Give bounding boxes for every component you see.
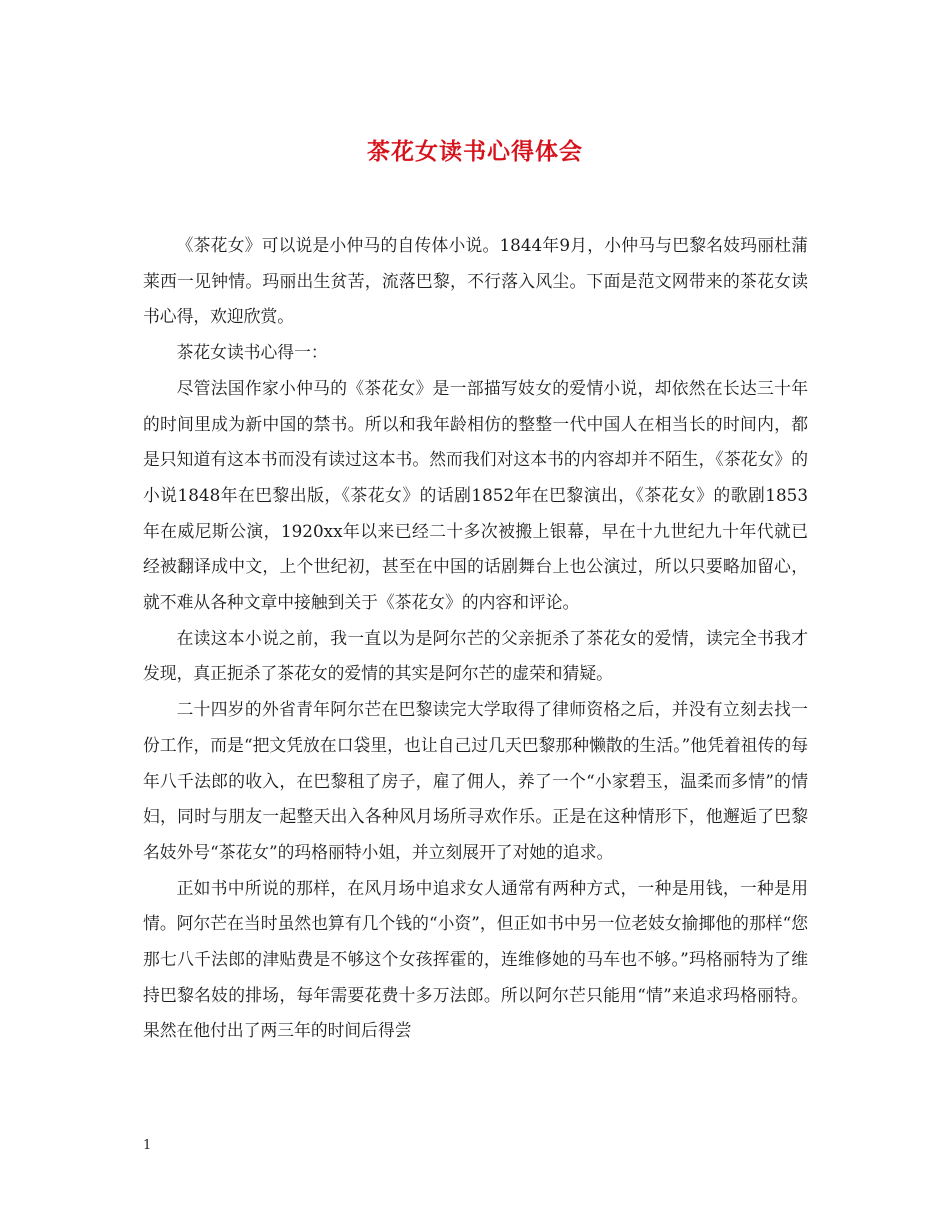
page-number: 1 [143,1138,152,1153]
paragraph-body: 二十四岁的外省青年阿尔芒在巴黎读完大学取得了律师资格之后，并没有立刻去找一份工作，而是“把文凭放在口袋里，也让自己过几天巴黎那种懒散的生活。”他凭着祖传的每年八千法郎的收入，在巴黎租了房子，雇了佣人，养了一个“小家碧玉，温柔而多情”的情妇，同时与朋友一起整天出入各种风月场所寻欢作乐。正是在这种情形下，他邂逅了巴黎名妓外号“茶花女”的玛格丽特小姐，并立刻展开了对她的追求。 [143,699,808,862]
document-body [143,228,808,1049]
paragraph-body: 尽管法国作家小仲马的《茶花女》是一部描写妓女的爱情小说，却依然在长达三十年的时间里成为新中国的禁书。所以和我年龄相仿的整整一代中国人在相当长的时间内，都是只知道有这本书而没有读过这本书。然而我们对这本书的内容却并不陌生，《茶花女》的小说1848年在巴黎出版，《茶花女》的话剧1852年在巴黎演出，《茶花女》的歌剧1853年在威尼斯公演，1920xx年以来已经二十多次被搬上银幕，早在十九世纪九十年代就已经被翻译成中文，上个世纪初，甚至在中国的话剧舞台上也公演过，所以只要略加留心，就不难从各种文章中接触到关于《茶花女》的内容和评论。 [143,377,808,613]
paragraph-body: 在读这本小说之前，我一直以为是阿尔芒的父亲扼杀了茶花女的爱情，读完全书我才发现，真正扼杀了茶花女的爱情的其实是阿尔芒的虚荣和猜疑。 [143,627,808,684]
paragraph-section-heading: 茶花女读书心得一： [176,342,328,363]
paragraph-intro: 《茶花女》可以说是小仲马的自传体小说。1844年9月，小仲马与巴黎名妓玛丽杜蒲莱西一见钟情。玛丽出生贫苦，流落巴黎，不行落入风尘。下面是范文网带来的茶花女读书心得，欢迎欣赏。 [143,235,808,327]
paragraph-body: 正如书中所说的那样，在风月场中追求女人通常有两种方式，一种是用钱，一种是用情。阿尔芒在当时虽然也算有几个钱的“小资”，但正如书中另一位老妓女揄揶他的那样“您那七八千法郎的津贴费是不够这个女孩挥霍的，连维修她的马车也不够。”玛格丽特为了维持巴黎名妓的排场，每年需要花费十多万法郎。所以阿尔芒只能用“情”来追求玛格丽特。果然在他付出了两三年的时间后得尝 [143,877,808,1041]
document-title: 茶花女读书心得体会 [367,138,583,165]
